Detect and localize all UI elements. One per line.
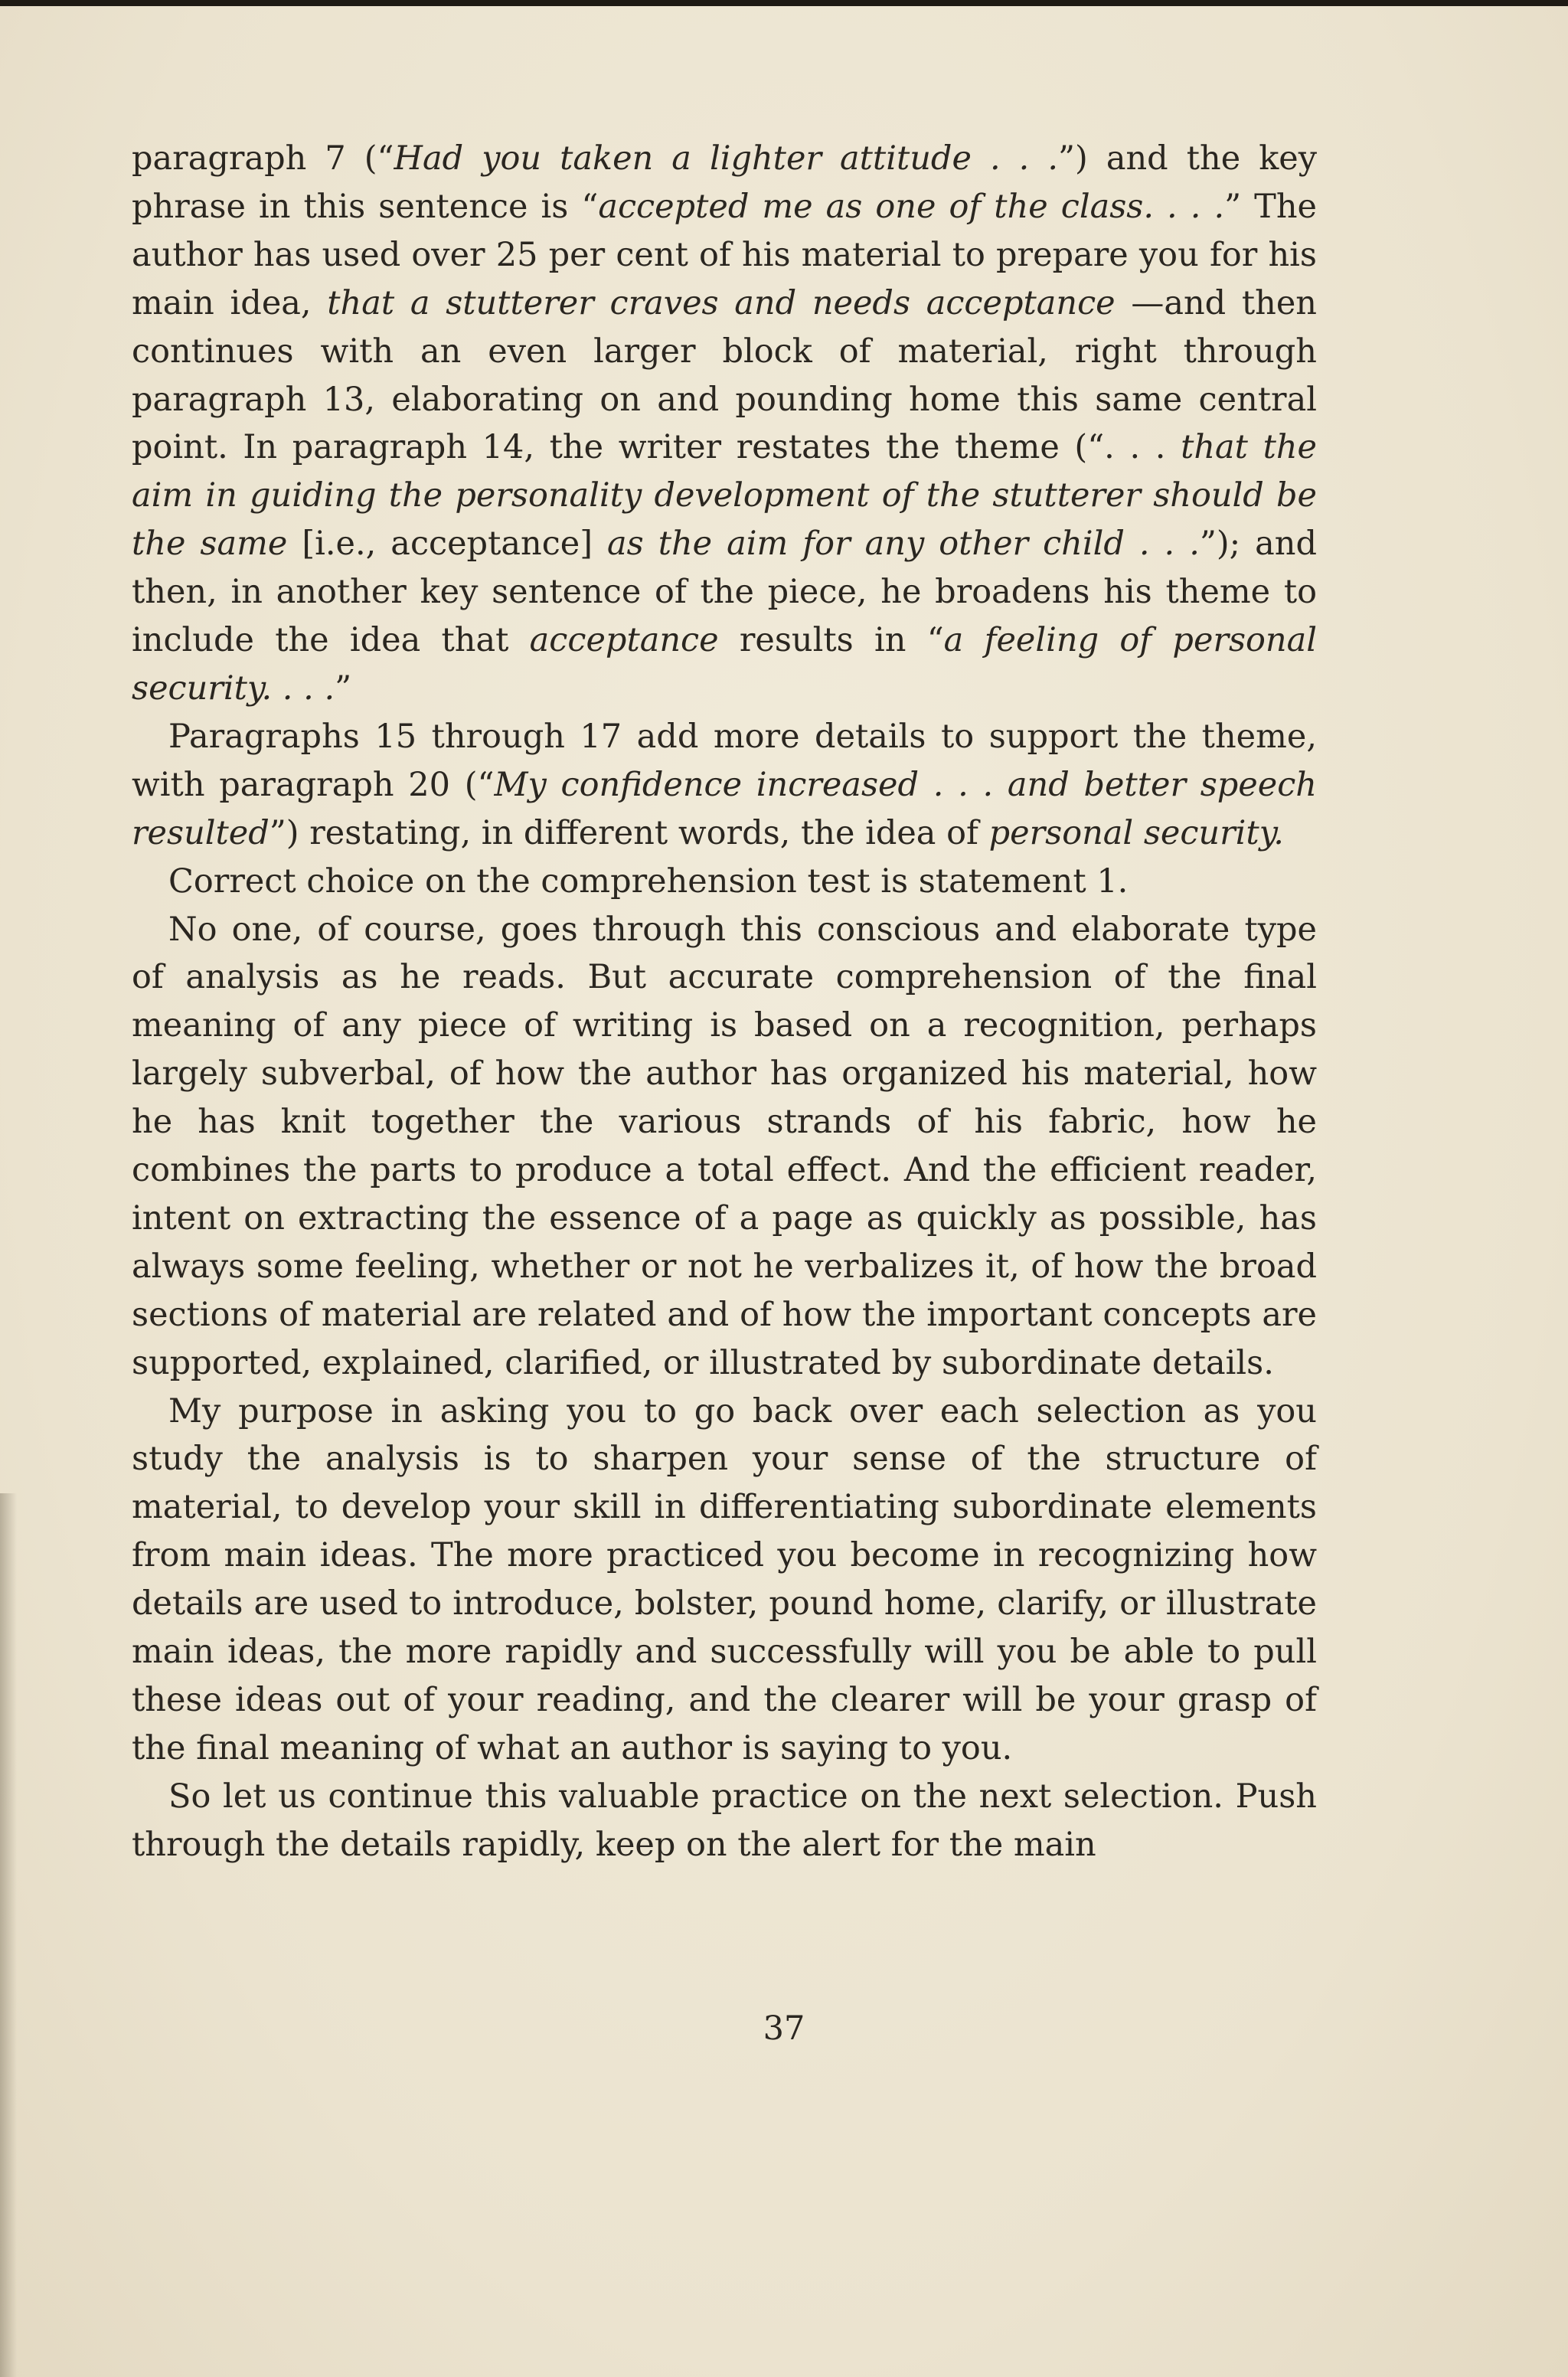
paragraph-5: [132, 1388, 1317, 1773]
italic-run: a feeling of personal security. . . .: [132, 621, 1317, 708]
paragraph-2: [132, 713, 1317, 858]
italic-run: that the aim in guiding the personality development of the stutterer should be the same: [132, 428, 1317, 564]
italic-run: as the aim for any other child . . .: [607, 525, 1200, 564]
text-run: paragraph 7 (“: [132, 139, 394, 178]
text-run: Correct choice on the comprehension test is statement 1.: [168, 862, 1129, 901]
spine-shadow: [0, 1493, 17, 2377]
text-run: So let us continue this valuable practice on the next selection. Push through the details rapidly, keep on the alert for the main: [132, 1777, 1317, 1864]
text-run: ”: [335, 669, 352, 708]
text-run: ”) restating, in different words, the idea of: [269, 813, 989, 852]
italic-run: Had you taken a lighter attitude . . .: [394, 139, 1059, 178]
scan-top-edge: [0, 0, 1568, 6]
italic-run: acceptance: [529, 621, 719, 660]
text-run: results in “: [718, 621, 944, 660]
paragraph-4: [132, 906, 1317, 1388]
text-run: ”); and then, in another key sentence of the piece, he broadens his theme to include the idea that: [132, 525, 1317, 660]
body-text: [132, 135, 1317, 1869]
text-run: ” The author has used over 25 per cent of his material to prepare you for his main idea,: [132, 187, 1317, 322]
text-run: ”) and the key phrase in this sentence is “: [132, 139, 1317, 226]
paragraph-3: [132, 858, 1317, 906]
text-run: —and then continues with an even larger block of material, right through paragraph 13, elaborating on and pounding home this same central point. In paragraph 14, the writer restates the theme (“. . .: [132, 283, 1317, 467]
text-run: No one, of course, goes through this conscious and elaborate type of analysis as he reads. But accurate comprehension of the final meaning of any piece of writing is based on a recognition, perhaps largely subverbal, of how the author has organized his material, how he has knit together the various strands of his fabric, how he combines the parts to produce a total effect. And the efficient reader, intent on extracting the essence of a page as quickly as possible, has always some feeling, whether or not he verbalizes it, of how the broad sections of material are related and of how the important concepts are supported, explained, clarified, or illustrated by subordinate details.: [132, 910, 1317, 1382]
text-run: My purpose in asking you to go back over each selection as you study the analysis is to sharpen your sense of the structure of material, to develop your skill in differentiating subordinate elements from main ideas. The more practiced you become in recognizing how details are used to introduce, bolster, pound home, clarify, or illustrate main ideas, the more rapidly and successfully will you be able to pull these ideas out of your reading, and the clearer will be your grasp of the final meaning of what an author is saying to you.: [132, 1391, 1317, 1767]
italic-run: accepted me as one of the class. . . .: [598, 187, 1225, 226]
paragraph-6: [132, 1773, 1317, 1869]
italic-run: that a stutterer craves and needs acceptance: [327, 283, 1116, 322]
page-number: 37: [763, 2009, 805, 2048]
italic-run: My confidence increased . . . and better speech resulted: [132, 765, 1317, 852]
italic-run: personal security.: [988, 813, 1284, 852]
paragraph-1: [132, 135, 1317, 713]
text-run: [i.e., acceptance]: [287, 525, 607, 564]
text-run: Paragraphs 15 through 17 add more details to support the theme, with paragraph 20 (“: [132, 717, 1317, 804]
